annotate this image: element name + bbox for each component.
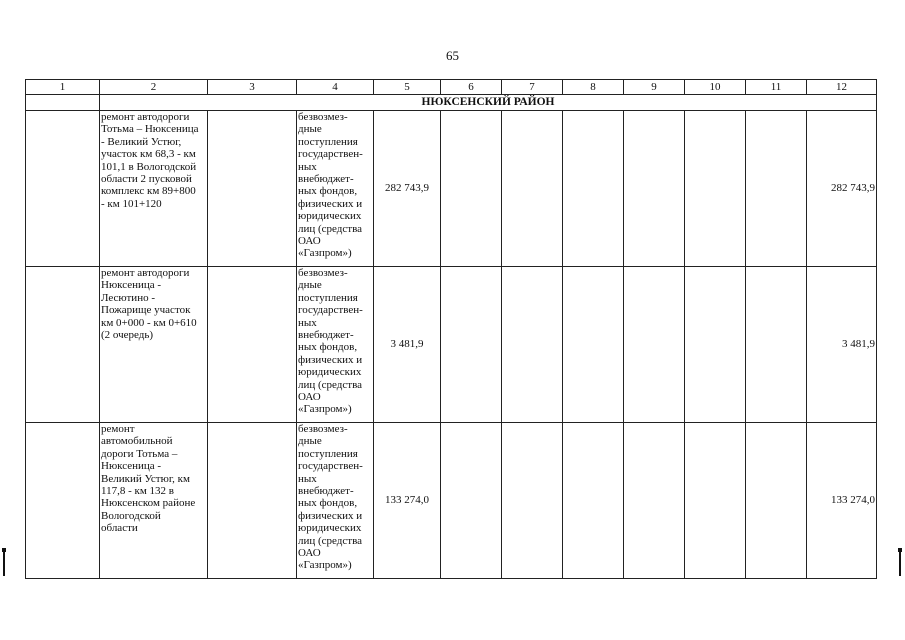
empty-cell bbox=[624, 423, 685, 579]
empty-cell bbox=[441, 267, 502, 423]
empty-cell bbox=[563, 423, 624, 579]
empty-cell bbox=[563, 267, 624, 423]
empty-cell bbox=[208, 111, 297, 267]
empty-cell bbox=[208, 423, 297, 579]
amount-col5: 282 743,9 bbox=[374, 111, 441, 267]
funding-source: безвозмез- дные поступления государствен- ных внебюджет- ных фондов, физических и юридических лиц (средства ОАО «Газпром») bbox=[297, 111, 374, 267]
header-row bbox=[26, 80, 877, 95]
header-cell: 8 bbox=[563, 80, 624, 95]
empty-cell bbox=[685, 111, 746, 267]
empty-cell bbox=[563, 111, 624, 267]
header-cell: 9 bbox=[624, 80, 685, 95]
road-description: ремонт автодороги Нюксеница - Лесютино - Пожарище участок км 0+000 - км 0+610 (2 очередь) bbox=[100, 267, 208, 423]
empty-cell bbox=[441, 423, 502, 579]
empty-cell bbox=[26, 267, 100, 423]
right-margin-mark bbox=[899, 548, 901, 576]
header-cell: 3 bbox=[208, 80, 297, 95]
header-cell: 11 bbox=[746, 80, 807, 95]
district-title: НЮКСЕНСКИЙ РАЙОН bbox=[100, 95, 877, 111]
header-cell: 10 bbox=[685, 80, 746, 95]
empty-cell bbox=[624, 111, 685, 267]
road-description: ремонт автомобильной дороги Тотьма – Нюксеница - Великий Устюг, км 117,8 - км 132 в Нюксенском районе Вологодской области bbox=[100, 423, 208, 579]
empty-cell bbox=[26, 95, 100, 111]
header-cell: 12 bbox=[807, 80, 877, 95]
empty-cell bbox=[208, 267, 297, 423]
page-number: 65 bbox=[446, 48, 459, 63]
budget-table bbox=[25, 79, 877, 579]
amount-col5: 3 481,9 bbox=[374, 267, 441, 423]
table-row bbox=[26, 423, 877, 579]
amount-col12: 3 481,9 bbox=[807, 267, 877, 423]
header-cell: 4 bbox=[297, 80, 374, 95]
empty-cell bbox=[441, 111, 502, 267]
road-description: ремонт автодороги Тотьма – Нюксеница - Великий Устюг, участок км 68,3 - км 101,1 в Вологодской области 2 пусковой комплекс км 89+800 - км 101+120 bbox=[100, 111, 208, 267]
left-margin-mark bbox=[3, 548, 5, 576]
empty-cell bbox=[746, 111, 807, 267]
header-cell: 7 bbox=[502, 80, 563, 95]
empty-cell bbox=[685, 267, 746, 423]
header-cell: 1 bbox=[26, 80, 100, 95]
table-row bbox=[26, 267, 877, 423]
header-cell: 6 bbox=[441, 80, 502, 95]
empty-cell bbox=[26, 423, 100, 579]
empty-cell bbox=[502, 267, 563, 423]
amount-col12: 282 743,9 bbox=[807, 111, 877, 267]
funding-source: безвозмез- дные поступления государствен- ных внебюджет- ных фондов, физических и юридических лиц (средства ОАО «Газпром») bbox=[297, 423, 374, 579]
empty-cell bbox=[746, 267, 807, 423]
empty-cell bbox=[685, 423, 746, 579]
empty-cell bbox=[26, 111, 100, 267]
header-cell: 2 bbox=[100, 80, 208, 95]
amount-col12: 133 274,0 bbox=[807, 423, 877, 579]
empty-cell bbox=[746, 423, 807, 579]
empty-cell bbox=[502, 111, 563, 267]
empty-cell bbox=[624, 267, 685, 423]
amount-col5: 133 274,0 bbox=[374, 423, 441, 579]
district-row bbox=[26, 95, 877, 111]
empty-cell bbox=[502, 423, 563, 579]
funding-source: безвозмез- дные поступления государствен- ных внебюджет- ных фондов, физических и юридических лиц (средства ОАО «Газпром») bbox=[297, 267, 374, 423]
table-row bbox=[26, 111, 877, 267]
header-cell: 5 bbox=[374, 80, 441, 95]
